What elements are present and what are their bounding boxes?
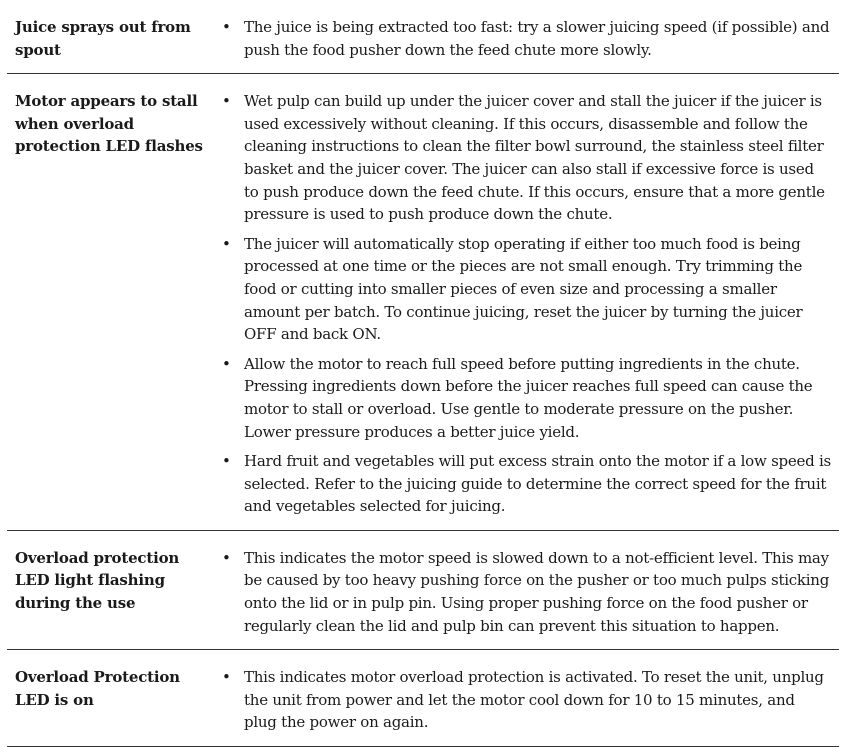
solution-text: Hard fruit and vegetables will put excess strain onto the motor if a low speed is selected. Refer to the juicing guide to determine the correct speed for the fruit and vegetables selected for juicing. bbox=[244, 452, 831, 516]
list-item bbox=[216, 16, 839, 61]
bullet-icon: • bbox=[222, 92, 231, 111]
troubleshooting-table bbox=[7, 0, 839, 747]
bullet-icon: • bbox=[222, 452, 231, 471]
bullet-icon: • bbox=[222, 354, 231, 373]
table-row bbox=[7, 74, 839, 531]
table-row bbox=[7, 0, 839, 74]
list-item bbox=[216, 547, 839, 637]
table-row bbox=[7, 531, 839, 650]
bullet-icon: • bbox=[222, 668, 231, 687]
solution-text: The juicer will automatically stop operating if either too much food is being processed at one time or the pieces are not small enough. Try trimming the food or cutting into smaller pieces of even size and processing a smaller amount per batch. To continue juicing, reset the juicer by turning the juicer OFF and back ON. bbox=[244, 234, 803, 344]
solution-list bbox=[216, 547, 839, 637]
list-item bbox=[216, 233, 839, 346]
list-item bbox=[216, 353, 839, 443]
list-item bbox=[216, 90, 839, 226]
problem-label: Juice sprays out from spout bbox=[15, 18, 191, 59]
problem-label: Motor appears to stall when overload protection LED flashes bbox=[15, 92, 203, 156]
solution-text: This indicates motor overload protection is activated. To reset the unit, unplug the unit from power and let the motor cool down for 10 to 15 minutes, and plug the power on again. bbox=[244, 668, 824, 732]
problem-label: Overload protection LED light flashing during the use bbox=[15, 548, 180, 613]
problem-label: Overload Protection LED is on bbox=[15, 668, 180, 709]
bullet-icon: • bbox=[222, 234, 231, 253]
list-item bbox=[216, 450, 839, 518]
solution-list bbox=[216, 16, 839, 61]
bullet-icon: • bbox=[222, 18, 231, 36]
solution-list bbox=[216, 666, 839, 734]
solution-text: This indicates the motor speed is slowed down to a not-efficient level. This may be caused by too heavy pushing force on the pusher or too much pulps sticking onto the lid or in pulp pin. Using proper pushing force on the food pusher or regularly clean the lid and pulp bin can prevent this situation to happen. bbox=[244, 548, 830, 635]
solution-text: The juice is being extracted too fast: try a slower juicing speed (if possible) and push the food pusher down the feed chute more slowly. bbox=[244, 18, 830, 59]
table-row bbox=[7, 650, 839, 747]
solution-text: Allow the motor to reach full speed before putting ingredients in the chute. Pressing ingredients down before the juicer reaches full speed can cause the motor to stall or overload. Use gentle to moderate pressure on the pusher. Lower pressure produces a better juice yield. bbox=[244, 354, 813, 441]
list-item bbox=[216, 666, 839, 734]
solution-text: Wet pulp can build up under the juicer cover and stall the juicer if the juicer is used excessively without cleaning. If this occurs, disassemble and follow the cleaning instructions to clean the filter bowl surround, the stainless steel filter basket and the juicer cover. The juicer can also stall if excessive force is used to push produce down the feed chute. If this occurs, ensure that a more gentle pressure is used to push produce down the chute. bbox=[244, 92, 825, 224]
solution-list bbox=[216, 90, 839, 518]
bullet-icon: • bbox=[222, 548, 231, 567]
